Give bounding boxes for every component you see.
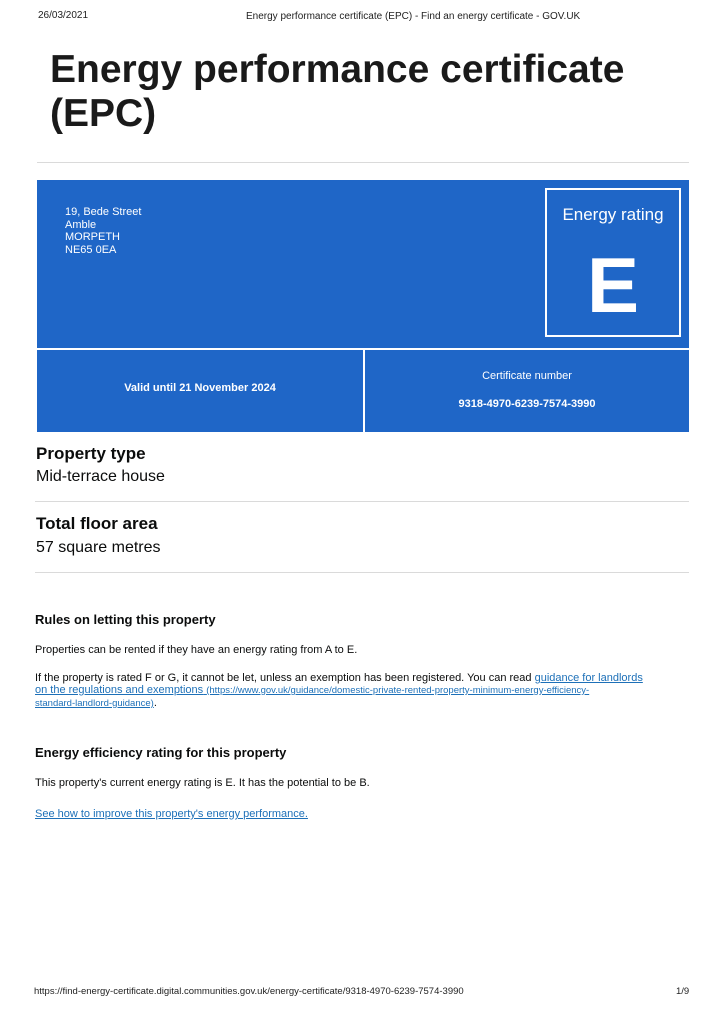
letting-exemptions-suffix: . — [153, 697, 157, 709]
property-address — [65, 206, 141, 256]
property-type-value: Mid-terrace house — [36, 468, 165, 485]
certificate-summary-box — [37, 180, 689, 432]
energy-rating-label: Energy rating — [562, 205, 664, 224]
floor-area-key: Total floor area — [36, 514, 158, 533]
energy-rating-box — [545, 188, 681, 337]
page-title: Energy performance certificate (EPC) — [50, 48, 625, 135]
summary-divider — [35, 572, 689, 573]
title-divider — [37, 162, 689, 163]
energy-efficiency-text: This property's current energy rating is E. It has the potential to be B. — [35, 777, 370, 789]
print-url: https://find-energy-certificate.digital.communities.gov.uk/energy-certificate/9318-4970-6239-7574-3990 — [34, 986, 464, 997]
summary-divider — [35, 501, 689, 502]
print-page-title: Energy performance certificate (EPC) - Find an energy certificate - GOV.UK — [246, 11, 581, 22]
address-line: 19, Bede Street — [65, 206, 142, 218]
property-type-key: Property type — [36, 444, 146, 463]
address-line: MORPETH — [65, 231, 120, 243]
landlord-guidance-url: standard-landlord-guidance) — [35, 698, 154, 709]
box-vertical-divider — [363, 348, 365, 432]
certificate-number-label: Certificate number — [482, 370, 572, 382]
letting-rules-heading: Rules on letting this property — [35, 612, 216, 627]
improve-performance-link[interactable]: See how to improve this property's energy performance. — [35, 808, 308, 820]
address-line: NE65 0EA — [65, 243, 117, 256]
print-page-number: 1/9 — [676, 986, 690, 997]
certificate-number: 9318-4970-6239-7574-3990 — [458, 398, 596, 410]
address-line: Amble — [65, 218, 97, 231]
landlord-guidance-url: (https://www.gov.uk/guidance/domestic-private-rented-property-minimum-energy-efficiency- — [206, 685, 590, 696]
valid-until: Valid until 21 November 2024 — [124, 382, 276, 394]
letting-exemptions-text — [35, 672, 695, 710]
letting-rules-text: Properties can be rented if they have an energy rating from A to E. — [35, 644, 358, 656]
letting-exemptions-prefix: If the property is rated F or G, it cannot be let, unless an exemption has been registered. You can read — [35, 672, 535, 684]
landlord-guidance-link-text: guidance for landlords — [534, 672, 643, 684]
energy-rating-letter: E — [586, 241, 640, 329]
landlord-guidance-link-text: on the regulations and exemptions — [35, 684, 204, 696]
floor-area-value: 57 square metres — [36, 539, 161, 556]
print-date: 26/03/2021 — [38, 10, 89, 21]
energy-efficiency-heading: Energy efficiency rating for this property — [35, 745, 287, 760]
